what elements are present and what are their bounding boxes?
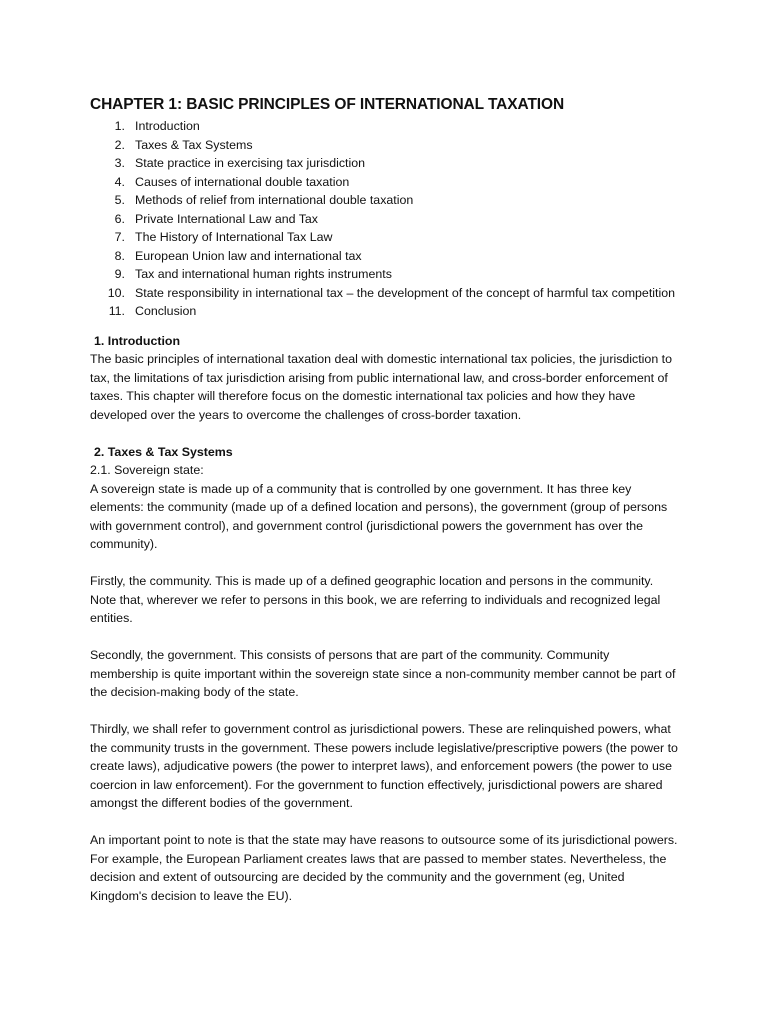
chapter-title: CHAPTER 1: BASIC PRINCIPLES OF INTERNATIONAL TAXATION (90, 96, 565, 113)
section-heading-taxes: 2. Taxes & Tax Systems (94, 444, 233, 459)
subsection-heading: 2.1. Sovereign state: (90, 463, 204, 477)
toc-item: 7. The History of International Tax Law (114, 230, 333, 244)
toc-item: 5. Methods of relief from international double taxation (114, 193, 414, 207)
paragraph: Firstly, the community. This is made up of a defined geographic location and persons in the community. Note that, wherever we refer to persons in this book, we are referring to individuals and recognized legal entities. (90, 574, 661, 625)
toc-item: 11. Conclusion (108, 304, 197, 318)
toc-item: 6. Private International Law and Tax (114, 211, 318, 226)
spacer (90, 554, 680, 573)
paragraph: The basic principles of international taxation deal with domestic international tax policies, the jurisdiction to tax, the limitations of tax jurisdiction arising from public international law, and cross-border enforcement of taxes. This chapter will therefore focus on the domestic international tax policies and how they have developed over the years to overcome the challenges of cross-border taxation. (90, 352, 672, 422)
spacer (90, 813, 680, 832)
paragraph: An important point to note is that the state may have reasons to outsource some of its jurisdictional powers. For example, the European Parliament creates laws that are passed to member states. Nevertheless, the decision and extent of outsourcing are decided by the community and the government (eg, United Kingdom's decision to leave the EU). (90, 833, 678, 903)
paragraph: Secondly, the government. This consists of persons that are part of the community. Community membership is quite important within the sovereign state since a non-community member cannot be part of the decision-making body of the state. (90, 648, 676, 699)
document-body (90, 95, 680, 905)
table-of-contents (90, 117, 680, 321)
spacer (90, 424, 680, 443)
toc-item: 2. Taxes & Tax Systems (114, 137, 253, 152)
toc-item: 8. European Union law and international tax (114, 248, 362, 263)
toc-item: 10. State responsibility in international tax – the development of the concept of harmful tax competition (107, 285, 675, 300)
spacer (90, 702, 680, 721)
spacer (90, 628, 680, 647)
section-heading-introduction: 1. Introduction (94, 333, 181, 348)
toc-item: 1. Introduction (114, 119, 200, 133)
toc-item: 3. State practice in exercising tax jurisdiction (114, 156, 366, 170)
toc-item: 9. Tax and international human rights instruments (114, 267, 392, 281)
paragraph: Thirdly, we shall refer to government control as jurisdictional powers. These are relinquished powers, what the community trusts in the government. These powers include legislative/prescriptive powers (the power to create laws), adjudicative powers (the power to interpret laws), and enforcement powers (the power to use coercion in law enforcement). For the government to function effectively, jurisdictional powers are shared amongst the different bodies of the government. (90, 722, 678, 810)
toc-item: 4. Causes of international double taxation (114, 174, 350, 189)
paragraph: A sovereign state is made up of a community that is controlled by one government. It has three key elements: the community (made up of a defined location and persons), the government (group of persons with government control), and government control (jurisdictional powers the government has over the community). (90, 481, 668, 551)
